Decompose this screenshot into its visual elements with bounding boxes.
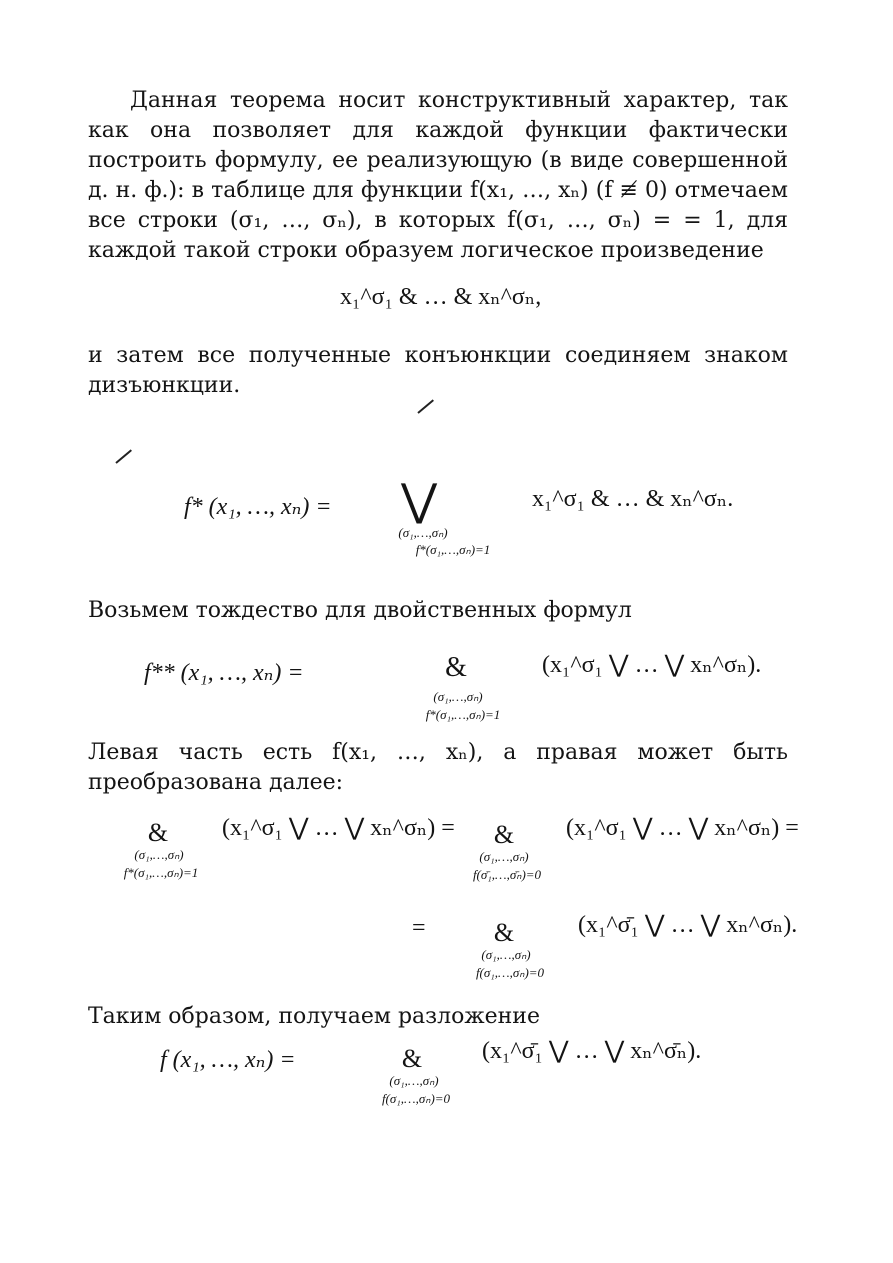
formula-middle: (x₁^σ₁ ⋁ … ⋁ xₙ^σₙ) = — [222, 815, 455, 841]
paragraph-decomposition: Таким образом, получаем разложение — [88, 1004, 540, 1029]
formula-rhs: (x₁^σ₁ ⋁ … ⋁ xₙ^σₙ) = — [566, 815, 799, 841]
formula-index-range: (σ₁,…,σₙ) — [134, 847, 184, 862]
conjunction-operator: & — [147, 818, 169, 847]
stray-mark — [115, 449, 132, 463]
formula-index-condition: f*(σ₁,…,σₙ)=1 — [415, 542, 491, 557]
stray-mark — [417, 399, 434, 413]
conjunction-operator: & — [445, 652, 467, 683]
formula-index-condition: f*(σ₁,…,σₙ)=1 — [425, 707, 501, 722]
formula-index-range: (σ₁,…,σₙ) — [433, 689, 483, 704]
paragraph-join-disjunction: и затем все полученные конъюнкции соединяем знаком дизъюнкции. — [88, 343, 788, 398]
formula-rhs: x₁^σ₁ & … & xₙ^σₙ. — [532, 486, 734, 512]
formula-index-range: (σ₁,…,σₙ) — [389, 1073, 439, 1088]
paragraph-theorem-constructive: Данная теорема носит конструктивный характер, так как она позволяет для каждой функции фактически построить формулу, ее реализующую (в виде совершенной д. н. ф.): в таблице для функции f(x₁, …, xₙ) (f ≢ 0) отмечаем все строки (σ₁, …, σₙ), в которых f(σ₁, …, σₙ) = = 1, для каждой такой строки образуем логическое произведение — [88, 88, 788, 263]
formula-index-range: (σ₁,…,σₙ) — [398, 525, 448, 540]
conjunction-operator: & — [401, 1044, 423, 1073]
formula-lhs: f (x₁, …, xₙ) = — [160, 1047, 296, 1073]
paragraph-dual-identity: Возьмем тождество для двойственных формул — [88, 598, 632, 623]
formula-lhs: f** (x₁, …, xₙ) = — [144, 660, 304, 686]
formula-index-range: (σ₁,…,σₙ) — [481, 947, 531, 962]
formula-index-condition-second: f(σ̄₁,…,σ̄ₙ)=0 — [472, 867, 542, 882]
formula-index-condition: f(σ₁,…,σₙ)=0 — [381, 1091, 451, 1106]
formula-rhs: (x₁^σ̄₁ ⋁ … ⋁ xₙ^σ̄ₙ). — [482, 1038, 702, 1064]
formula-index-condition: f*(σ₁,…,σₙ)=1 — [123, 865, 199, 880]
paragraph-left-part: Левая часть есть f(x₁, …, xₙ), а правая может быть преобразована далее: — [88, 740, 788, 795]
disjunction-operator: ⋁ — [400, 476, 438, 525]
formula-rhs: (x₁^σ₁ ⋁ … ⋁ xₙ^σₙ). — [542, 652, 762, 678]
formula-index-condition: f(σ₁,…,σₙ)=0 — [475, 965, 545, 980]
formula-logical-product: x₁^σ₁ & … & xₙ^σₙ, — [340, 284, 542, 310]
formula-lhs: f* (x₁, …, xₙ) = — [184, 494, 332, 520]
conjunction-operator: & — [493, 918, 515, 947]
conjunction-operator-second: & — [493, 820, 515, 849]
formula-index-range-second: (σ₁,…,σₙ) — [479, 849, 529, 864]
formula-equals: = — [412, 915, 426, 941]
formula-rhs: (x₁^σ̄₁ ⋁ … ⋁ xₙ^σₙ). — [578, 912, 798, 938]
